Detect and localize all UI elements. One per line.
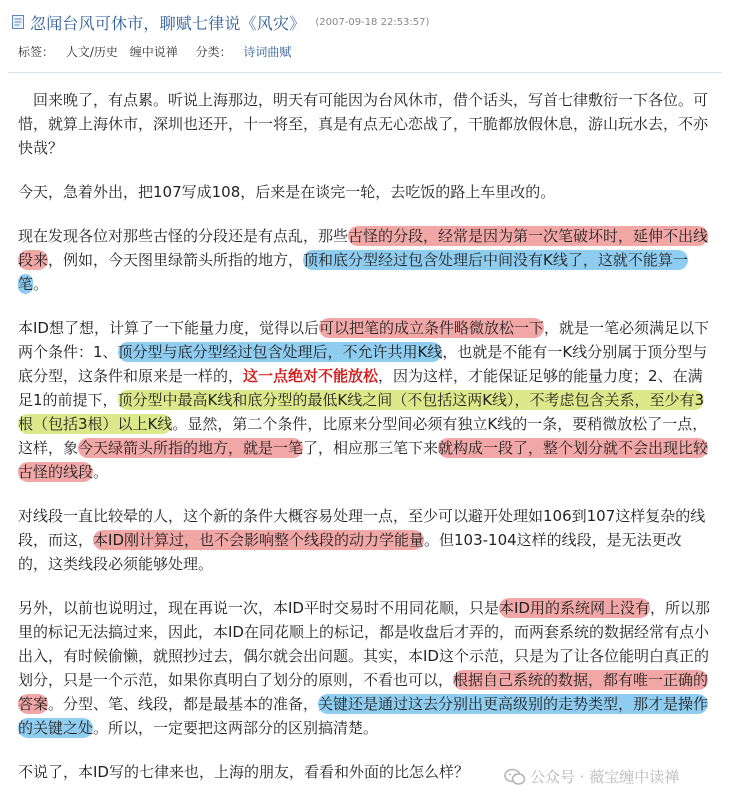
paragraph-3-text-3: 。 xyxy=(33,275,49,293)
paragraph-6 xyxy=(18,596,711,740)
post-title: 忽闻台风可休市，聊赋七律说《风灾》 xyxy=(30,13,306,33)
highlight-green: 顶分型中最高K线和底分型的最低K线之间（不包括这两K线），不考虑包含关系，至少有3根（包括3根）以上K线 xyxy=(18,391,705,433)
paragraph-5-text-2: 。但103-104这样的线段，是无法更改的，这类线段必须能够处理。 xyxy=(18,531,682,573)
paragraph-4-text-2: ，就是一笔必须满足以下两个条件：1、 xyxy=(18,319,710,361)
header-divider xyxy=(8,72,722,73)
watermark xyxy=(504,766,679,787)
highlight-pink: 可以把笔的成立条件略微放松一下 xyxy=(318,319,544,337)
paragraph-5-text-1: 对线段一直比较晕的人，这个新的条件大概容易处理一点，至少可以避开处理如106到107这样复杂的线段，而这， xyxy=(18,507,706,549)
tag-chan-zhong-shuo-chan[interactable]: 缠中说禅 xyxy=(129,45,178,59)
highlight-pink: 本ID用的系统网上没有 xyxy=(498,599,650,617)
paragraph-2: 今天，急着外出，把107写成108，后来是在谈完一轮，去吃饭的路上车里改的。 xyxy=(18,183,556,201)
paragraph-3-text-2: ，例如，今天图里绿箭头所指的地方， xyxy=(48,251,304,269)
paragraph-4 xyxy=(18,316,711,484)
document-icon xyxy=(12,14,24,28)
paragraph-3 xyxy=(18,224,711,296)
post-date: (2007-09-18 22:53:57) xyxy=(315,16,430,28)
paragraph-4-text-5: 。显然，第二个条件，比原来分型间必须有独立K线的一条，要稍微放松了一点，这样，象 xyxy=(18,415,708,457)
paragraph-6-text-4: 。所以，一定要把这两部分的区别搞清楚。 xyxy=(93,719,379,737)
paragraph-7: 不说了，本ID写的七律来也，上海的朋友，看看和外面的比怎么样？ xyxy=(18,763,469,781)
highlight-pink: 本ID刚计算过，也不会影响整个线段的动力学能量 xyxy=(93,531,424,549)
paragraph-4-text-4: ，因为这样，才能保证足够的能量力度；2、在满足1的前提下， xyxy=(18,367,703,409)
paragraph-3-text-1: 现在发现各位对那些古怪的分段还是有点乱，那些 xyxy=(18,227,349,245)
paragraph-6-text-3: 。分型、笔、线段，都是最基本的准备， xyxy=(48,695,319,713)
paragraph-5 xyxy=(18,504,711,576)
highlight-pink: 根据自己系统的数据，都有唯一正确的答案 xyxy=(18,671,709,713)
watermark-text: 公众号 · 薇宝缠中读禅 xyxy=(530,768,680,786)
paragraph-4-text-6: 了，相应那三笔下来 xyxy=(303,439,439,457)
highlight-pink: 就构成一段了，整个划分就不会出现比较古怪的线段 xyxy=(18,439,709,481)
paragraph-1: 回来晚了，有点累。听说上海那边，明天有可能因为台风休市，借个话头，写首七律敷衍一下各位。可惜，就算上海休市，深圳也还开，十一将至，真是有点无心恋战了，干脆都放假休息，游山玩水去，不亦快哉？ xyxy=(18,91,709,157)
category-link[interactable]: 诗词曲赋 xyxy=(243,45,292,59)
post-header xyxy=(12,10,718,60)
highlight-pink: 古怪的分段，经常是因为第一次笔破坏时，延伸不出线段来 xyxy=(18,227,709,269)
paragraph-4-text-3: ，也就是不能有一K线分别属于顶分型与底分型，这条件和原来是一样的， xyxy=(18,343,708,385)
wechat-icon xyxy=(504,768,526,786)
emphasis-red: 这一点绝对不能放松 xyxy=(243,367,379,385)
title-row xyxy=(12,10,718,34)
highlight-blue: 顶分型与底分型经过包含处理后，不允许共用K线 xyxy=(117,343,443,361)
highlight-pink: 今天绿箭头所指的地方，就是一笔 xyxy=(78,439,304,457)
paragraph-4-text-1: 本ID想了想，计算了一下能量力度，觉得以后 xyxy=(18,319,319,337)
highlight-blue: 关键还是通过这去分别出更高级别的走势类型，那才是操作的关键之处 xyxy=(18,695,709,737)
tag-humanities-history[interactable]: 人文/历史 xyxy=(65,45,118,59)
highlight-blue: 顶和底分型经过包含处理后中间没有K线了，这就不能算一笔 xyxy=(18,251,688,293)
paragraph-6-text-1: 另外，以前也说明过，现在再说一次，本ID平时交易时不用同花顺，只是 xyxy=(18,599,499,617)
post-meta xyxy=(18,43,718,60)
paragraph-6-text-2: ，所以那里的标记无法搞过来，因此，本ID在同花顺上的标记，都是收盘后才弄的，而两套系统的数据经常有点小出入，有时候偷懒，就照抄过去，偶尔就会出问题。其实，本ID这个示范，只是为了让各位能明白真正的划分，只是一个示范，如果你真明白了划分的原则，不看也可以， xyxy=(18,599,710,689)
category-label: 分类： xyxy=(195,45,232,59)
post-body xyxy=(18,88,711,804)
tags-label: 标签： xyxy=(18,45,55,59)
paragraph-4-text-7: 。 xyxy=(93,463,109,481)
